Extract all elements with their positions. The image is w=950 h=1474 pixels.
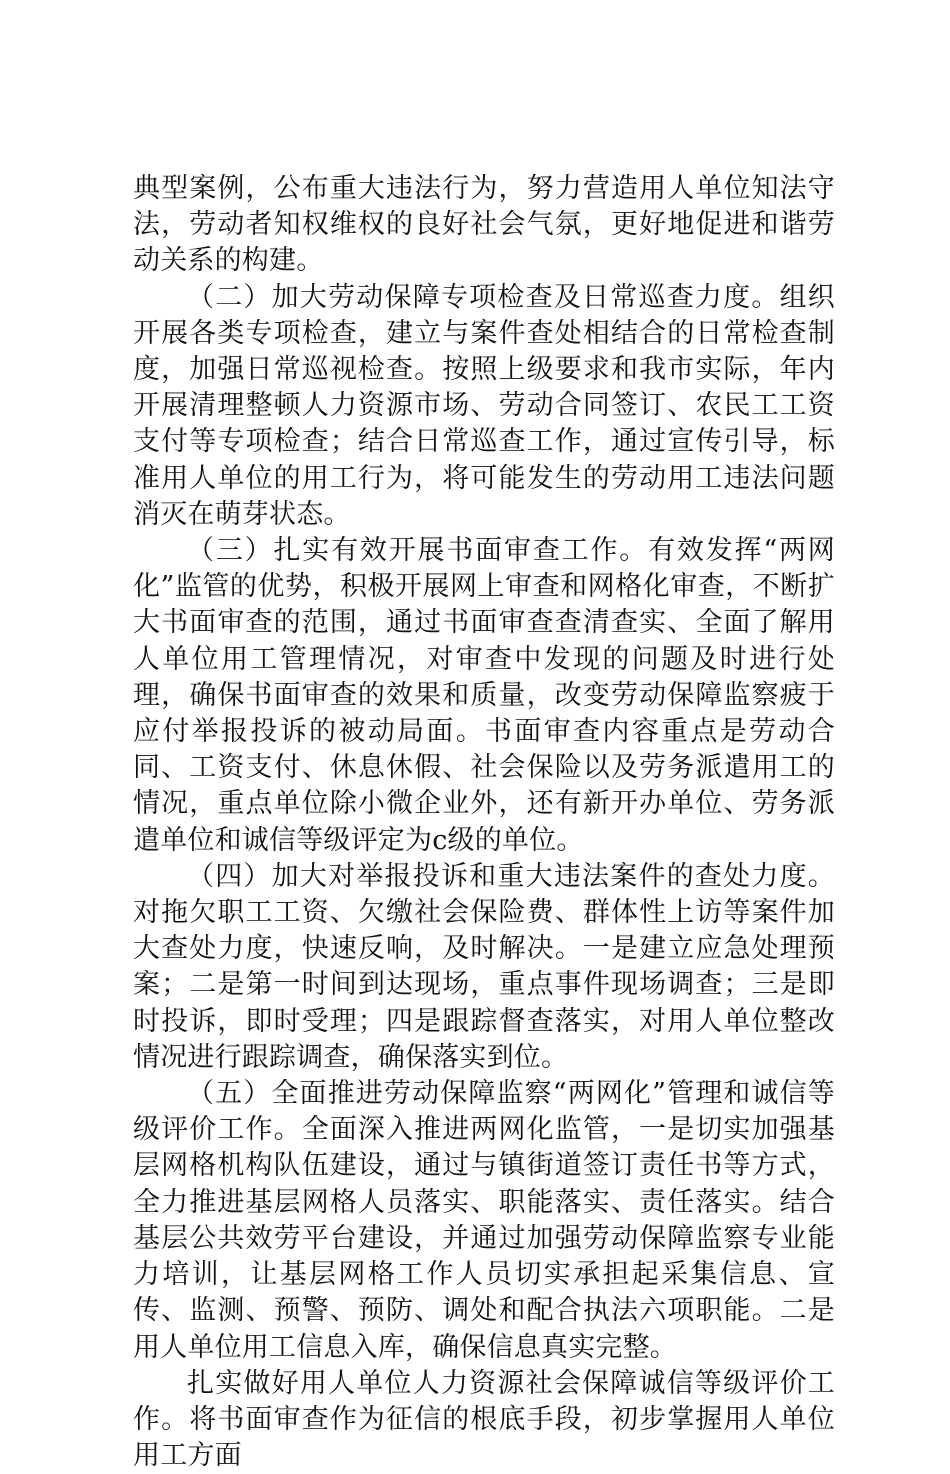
paragraph-intro-continued: 典型案例，公布重大违法行为，努力营造用人单位知法守法，劳动者知权维权的良好社会气氛，更好地促进和谐劳动关系的构建。 [133,173,835,277]
document-body [133,171,835,1474]
paragraph-section-5: （五）全面推进劳动保障监察“两网化”管理和诚信等级评价工作。全面深入推进两网化监管，一是切实加强基层网格机构队伍建设，通过与镇街道签订责任书等方式，全力推进基层网格人员落实、职能落实、责任落实。结合基层公共效劳平台建设，并通过加强劳动保障监察专业能力培训，让基层网格工作人员切实承担起采集信息、宣传、监测、预警、预防、调处和配合执法六项职能。二是用人单位用工信息入库，确保信息真实完整。 [133,1078,835,1363]
paragraph-section-3: （三）扎实有效开展书面审查工作。有效发挥“两网化”监管的优势，积极开展网上审查和网格化审查，不断扩大书面审查的范围，通过书面审查查清查实、全面了解用人单位用工管理情况，对审查中发现的问题及时进行处理，确保书面审查的效果和质量，改变劳动保障监察疲于应付举报投诉的被动局面。书面审查内容重点是劳动合同、工资支付、休息休假、社会保险以及劳务派遣用工的情况，重点单位除小微企业外，还有新开办单位、劳务派遣单位和诚信等级评定为c级的单位。 [133,535,835,856]
paragraph-section-4: （四）加大对举报投诉和重大违法案件的查处力度。对拖欠职工工资、欠缴社会保险费、群体性上访等案件加大查处力度，快速反响，及时解决。一是建立应急处理预案；二是第一时间到达现场，重点事件现场调查；三是即时投诉，即时受理；四是跟踪督查落实，对用人单位整改情况进行跟踪调查，确保落实到位。 [133,860,835,1073]
paragraph-credit-rating: 扎实做好用人单位人力资源社会保障诚信等级评价工作。将书面审查作为征信的根底手段，初步掌握用人单位用工方面 [133,1367,835,1472]
paragraph-section-2: （二）加大劳动保障专项检查及日常巡查力度。组织开展各类专项检查，建立与案件查处相结合的日常检查制度，加强日常巡视检查。按照上级要求和我市实际，年内开展清理整顿人力资源市场、劳动合同签订、农民工工资支付等专项检查；结合日常巡查工作，通过宣传引导，标准用人单位的用工行为，将可能发生的劳动用工违法问题消灭在萌芽状态。 [133,281,835,530]
